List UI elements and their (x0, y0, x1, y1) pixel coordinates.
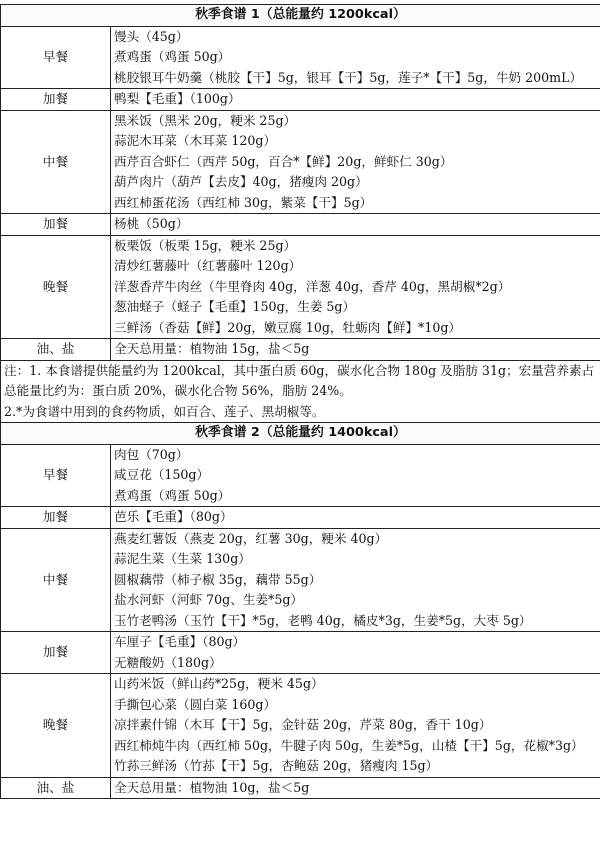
meal-row (1, 632, 600, 674)
recipe-table (0, 4, 600, 799)
meal-item: 全天总用量：植物油 10g，盐＜5g (114, 779, 310, 795)
meal-row (1, 26, 600, 89)
meal-items (111, 632, 600, 674)
meal-item: 盐水河虾（河虾 70g、生姜*5g） (114, 592, 303, 607)
meal-label: 中餐 (1, 110, 111, 214)
meal-label: 晚餐 (1, 674, 111, 778)
meal-item: 黑米饭（黑米 20g，粳米 25g） (114, 112, 297, 128)
meal-items (111, 339, 600, 361)
meal-item: 洋葱香芹牛肉丝（牛里脊肉 40g，洋葱 40g，香芹 40g，黑胡椒*2g） (114, 278, 511, 294)
meal-item: 咸豆花（150g） (114, 467, 210, 482)
meal-label: 早餐 (1, 26, 111, 89)
meal-label: 加餐 (1, 632, 111, 674)
meal-items (111, 444, 600, 507)
meal-row (1, 339, 600, 361)
recipe-title: 秋季食谱 1（总能量约 1200kcal） (1, 5, 600, 27)
meal-item: 清炒红薯藤叶（红薯藤叶 120g） (114, 258, 302, 273)
recipe-title-row (1, 5, 600, 27)
meal-row (1, 89, 600, 111)
meal-items (111, 235, 600, 339)
meal-item: 葫芦肉片（葫芦【去皮】40g，猪瘦肉 20g） (114, 174, 368, 189)
meal-item: 葱油蛏子（蛏子【毛重】150g，生姜 5g） (114, 299, 356, 314)
meal-item: 蒜泥生菜（生菜 130g） (114, 551, 251, 566)
meal-items (111, 214, 600, 236)
meal-row (1, 214, 600, 236)
meal-item: 山药米饭（鲜山药*25g，粳米 45g） (114, 676, 324, 691)
meal-item: 圆椒藕带（柿子椒 35g，藕带 55g） (114, 571, 322, 587)
meal-item: 燕麦红薯饭（燕麦 20g，红薯 30g，粳米 40g） (114, 530, 388, 546)
meal-items (111, 110, 600, 214)
note-line: 注：1. 本食谱提供能量约为 1200kcal，其中蛋白质 60g，碳水化合物 180g 及脂肪 31g；宏量营养素占总能量比约为：蛋白质 20%，碳水化合物 56%，脂肪 24%。 (4, 362, 595, 398)
meal-item: 馒头（45g） (114, 28, 189, 44)
meal-item: 桃胶银耳牛奶羹（桃胶【干】5g，银耳【干】5g，莲子*【干】5g，牛奶 200mL） (114, 69, 583, 85)
meal-item: 车厘子【毛重】（80g） (114, 634, 246, 649)
note-line: 2.*为食谱中用到的食药物质，如百合、莲子、黑胡椒等。 (4, 403, 325, 419)
meal-item: 全天总用量：植物油 15g，盐＜5g (114, 341, 310, 356)
recipe-table-body (1, 5, 600, 799)
meal-item: 玉竹老鸭汤（玉竹【干】*5g，老鸭 40g，橘皮*3g，生姜*5g，大枣 5g） (114, 612, 532, 628)
meal-items (111, 89, 600, 111)
meal-label: 中餐 (1, 528, 111, 632)
meal-label: 加餐 (1, 507, 111, 529)
meal-item: 西红柿炖牛肉（西红柿 50g，牛腱子肉 50g，生姜*5g，山楂【干】5g，花椒*3g） (114, 737, 584, 753)
meal-row (1, 507, 600, 529)
meal-item: 竹荪三鲜汤（竹荪【干】5g，杏鲍菇 20g，猪瘦肉 15g） (114, 758, 439, 773)
meal-item: 手撕包心菜（圆白菜 160g） (114, 696, 277, 712)
meal-item: 板栗饭（板栗 15g，粳米 25g） (114, 237, 297, 253)
meal-item: 西芹百合虾仁（西芹 50g，百合*【鲜】20g，鲜虾仁 30g） (114, 153, 453, 169)
recipe-title-row (1, 423, 600, 445)
meal-label: 晚餐 (1, 235, 111, 339)
meal-label: 油、盐 (1, 339, 111, 361)
meal-label: 加餐 (1, 214, 111, 236)
meal-items (111, 528, 600, 632)
meal-item: 肉包（70g） (114, 446, 189, 462)
meal-label: 早餐 (1, 444, 111, 507)
meal-items (111, 26, 600, 89)
meal-row (1, 110, 600, 214)
recipe-title: 秋季食谱 2（总能量约 1400kcal） (1, 423, 600, 445)
meal-item: 西红柿蛋花汤（西红柿 30g，紫菜【干】5g） (114, 194, 373, 210)
meal-item: 三鲜汤（香菇【鲜】20g，嫩豆腐 10g，牡蛎肉【鲜】*10g） (114, 319, 462, 335)
meal-item: 蒜泥木耳菜（木耳菜 120g） (114, 133, 277, 148)
meal-items (111, 674, 600, 778)
meal-row (1, 528, 600, 632)
meal-row (1, 777, 600, 799)
meal-row (1, 674, 600, 778)
meal-item: 凉拌素什锦（木耳【干】5g，金针菇 20g，芹菜 80g，香干 10g） (114, 717, 492, 732)
meal-row (1, 444, 600, 507)
meal-label: 加餐 (1, 89, 111, 111)
recipe-notes-row (1, 360, 600, 423)
meal-item: 煮鸡蛋（鸡蛋 50g） (114, 487, 231, 503)
meal-item: 鸭梨【毛重】（100g） (114, 91, 241, 106)
meal-label: 油、盐 (1, 777, 111, 799)
meal-item: 芭乐【毛重】（80g） (114, 509, 233, 524)
meal-items (111, 507, 600, 529)
meal-item: 无糖酸奶（180g） (114, 654, 222, 670)
meal-item: 杨桃（50g） (114, 216, 189, 231)
meal-items (111, 777, 600, 799)
meal-item: 煮鸡蛋（鸡蛋 50g） (114, 49, 231, 64)
recipe-notes (1, 360, 600, 423)
meal-row (1, 235, 600, 339)
